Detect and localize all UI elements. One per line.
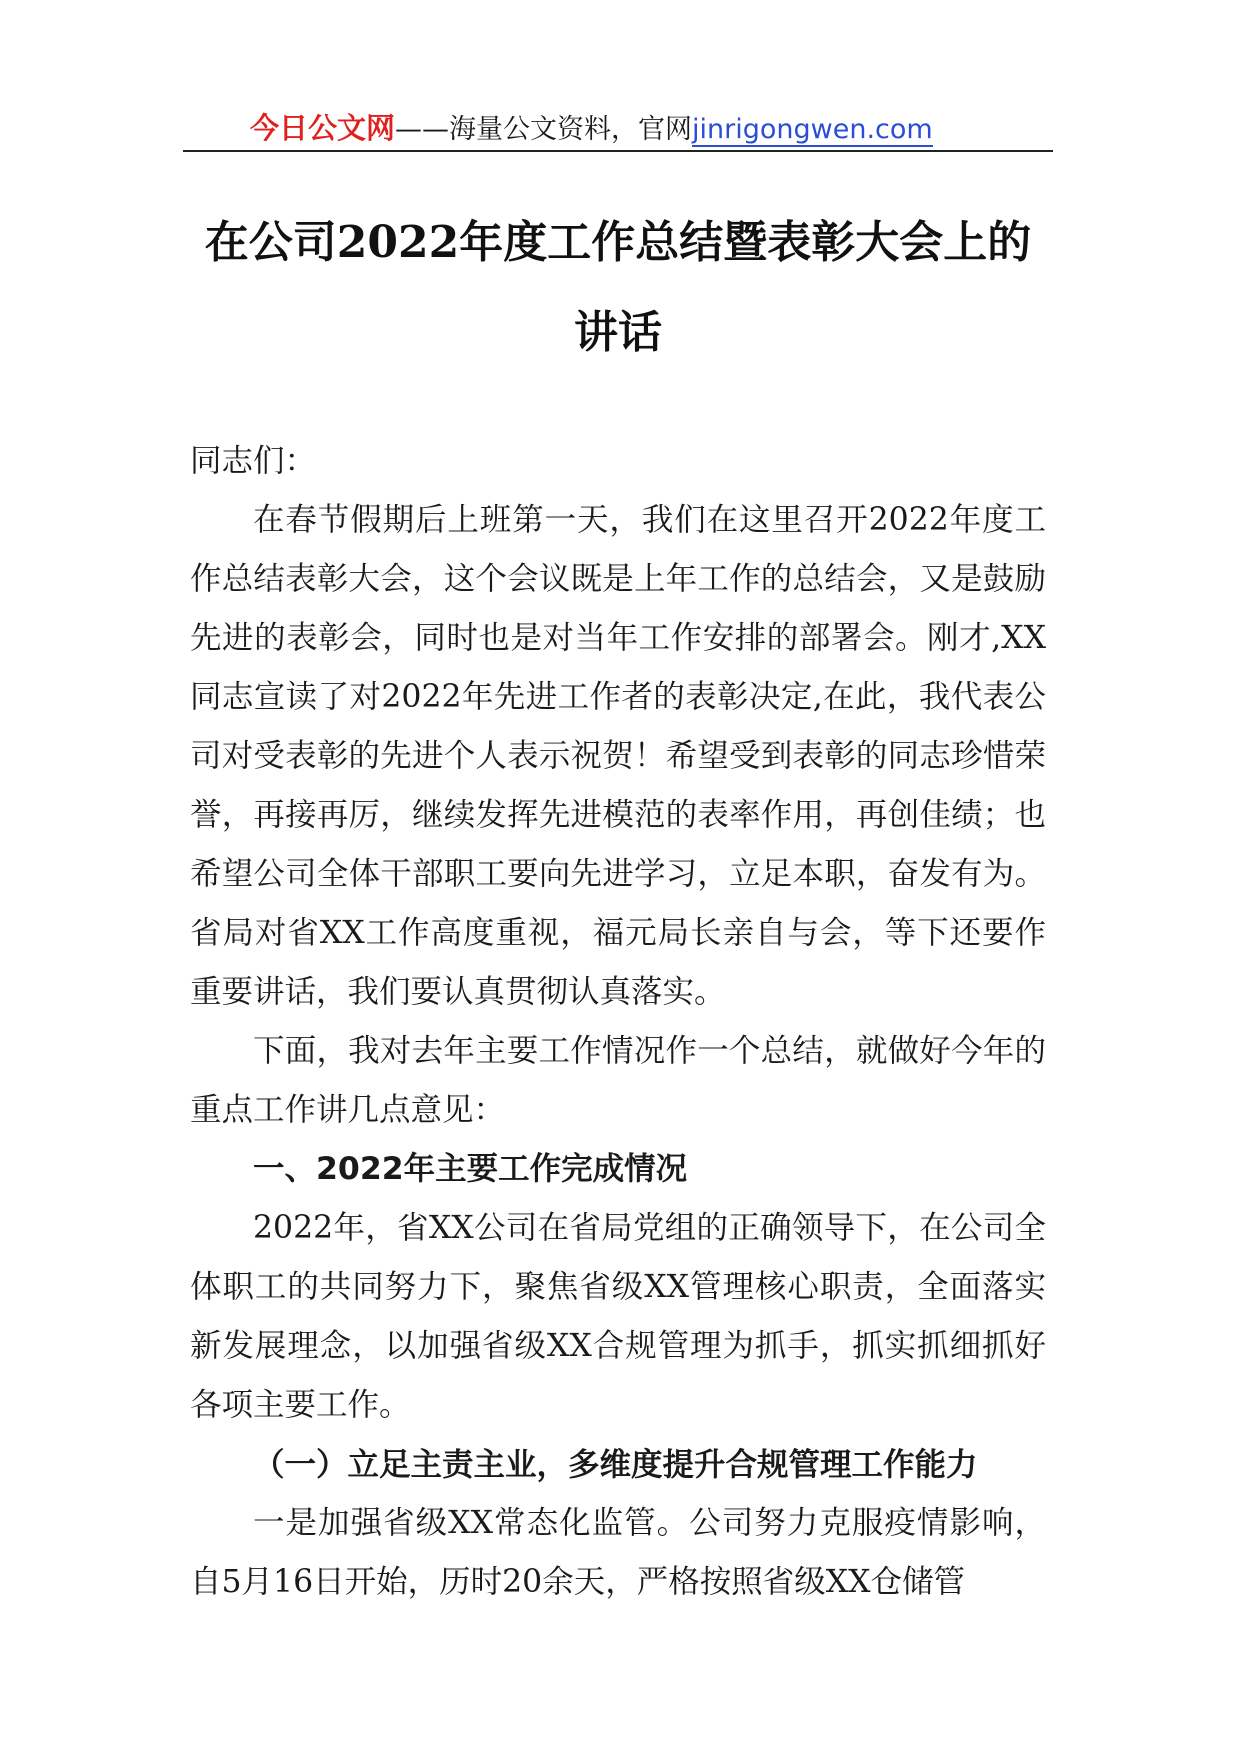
subsection-paragraph-1: 一是加强省级XX常态化监管。公司努力克服疫情影响，自5月16日开始，历时20余天，严格按照省级XX仓储管 <box>190 1505 1046 1600</box>
document-body <box>190 432 1046 1612</box>
section-paragraph-1: 2022年，省XX公司在省局党组的正确领导下，在公司全体职工的共同努力下，聚焦省级XX管理核心职责，全面落实新发展理念，以加强省级XX合规管理为抓手，抓实抓细抓好各项主要工作。 <box>190 1210 1046 1423</box>
site-header <box>250 110 1050 148</box>
section-heading-1: 一、2022年主要工作完成情况 <box>253 1151 688 1187</box>
subsection-heading-1: （一）立足主责主业，多维度提升合规管理工作能力 <box>253 1446 978 1483</box>
paragraph-intro: 在春节假期后上班第一天，我们在这里召开2022年度工作总结表彰大会，这个会议既是上年工作的总结会，又是鼓励先进的表彰会，同时也是对当年工作安排的部署会。刚才,XX同志宣读了对2022年先进工作者的表彰决定,在此，我代表公司对受表彰的先进个人表示祝贺！希望受到表彰的同志珍惜荣誉，再接再厉，继续发挥先进模范的表率作用，再创佳绩；也希望公司全体干部职工要向先进学习，立足本职，奋发有为。省局对省XX工作高度重视，福元局长亲自与会，等下还要作重要讲话，我们要认真贯彻认真落实。 <box>190 502 1046 1010</box>
paragraph-overview: 下面，我对去年主要工作情况作一个总结，就做好今年的重点工作讲几点意见： <box>190 1033 1046 1128</box>
header-divider <box>183 150 1053 152</box>
header-tagline: ——海量公文资料，官网 <box>395 114 693 145</box>
brand-name: 今日公文网 <box>250 111 396 145</box>
salutation: 同志们： <box>190 443 317 479</box>
document-title: 在公司2022年度工作总结暨表彰大会上的讲话 <box>204 217 1032 358</box>
website-link[interactable]: jinrigongwen.com <box>692 114 933 145</box>
